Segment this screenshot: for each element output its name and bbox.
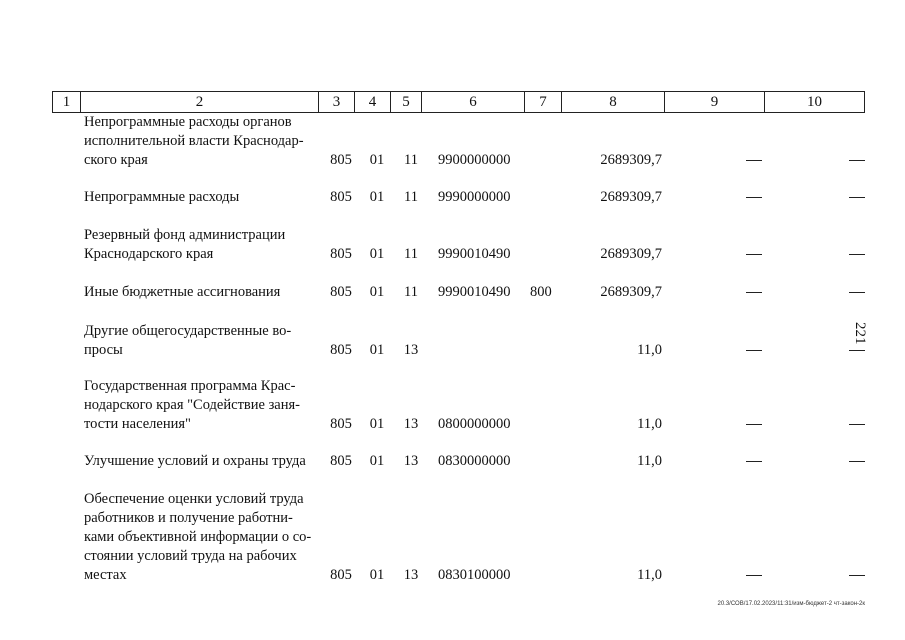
cell-col-3: 805	[330, 342, 352, 358]
cell-col-4: 01	[369, 342, 385, 358]
row-name-line: ского края	[84, 152, 148, 168]
cell-col-8: 2689309,7	[600, 246, 662, 262]
row-name-line: просы	[84, 342, 123, 358]
row-name-line: стоянии условий труда на рабочих	[84, 548, 297, 564]
cell-col-4: 01	[369, 567, 385, 583]
header-cell: 6	[422, 92, 525, 112]
cell-col-8: 2689309,7	[600, 284, 662, 300]
footer-stamp: 20.3/СОВ/17.02.2023/11:31/изм-бюджет-2 чт-закон-2к	[717, 601, 865, 607]
cell-col-4: 01	[369, 246, 385, 262]
cell-col-3: 805	[330, 567, 352, 583]
cell-col-6: 0830000000	[438, 453, 511, 469]
cell-col-5: 13	[403, 453, 419, 469]
row-name-line: Краснодарского края	[84, 246, 214, 262]
cell-col-5: 11	[404, 284, 418, 300]
cell-col-4: 01	[369, 453, 385, 469]
header-cell: 4	[355, 92, 391, 112]
cell-col-3: 805	[330, 284, 352, 300]
row-name-line: Иные бюджетные ассигнования	[84, 284, 281, 300]
cell-col-8: 2689309,7	[600, 189, 662, 205]
empty-dash-col-10	[849, 292, 865, 293]
row-name-line: ками объективной информации о со-	[84, 529, 312, 545]
cell-col-4: 01	[369, 284, 385, 300]
cell-col-3: 805	[330, 453, 352, 469]
header-cell: 1	[53, 92, 81, 112]
empty-dash-col-10	[849, 197, 865, 198]
cell-col-5: 11	[404, 152, 418, 168]
empty-dash-col-10	[849, 461, 865, 462]
cell-col-6: 9990010490	[438, 246, 511, 262]
cell-col-3: 805	[330, 152, 352, 168]
empty-dash-col-9	[746, 254, 762, 255]
cell-col-6: 9990010490	[438, 284, 511, 300]
row-name-line: местах	[84, 567, 127, 583]
empty-dash-col-9	[746, 575, 762, 576]
row-name-line: Обеспечение оценки условий труда	[84, 491, 304, 507]
cell-col-8: 2689309,7	[600, 152, 662, 168]
empty-dash-col-9	[746, 160, 762, 161]
empty-dash-col-10	[849, 254, 865, 255]
row-name-line: работников и получение работни-	[84, 510, 293, 526]
cell-col-3: 805	[330, 246, 352, 262]
empty-dash-col-9	[746, 461, 762, 462]
page-number: 221	[852, 322, 868, 345]
empty-dash-col-10	[849, 160, 865, 161]
cell-col-4: 01	[369, 189, 385, 205]
header-cell: 2	[81, 92, 319, 112]
empty-dash-col-10	[849, 424, 865, 425]
empty-dash-col-9	[746, 197, 762, 198]
cell-col-7: 800	[530, 284, 552, 300]
cell-col-8: 11,0	[637, 453, 662, 469]
cell-col-3: 805	[330, 416, 352, 432]
cell-col-5: 13	[403, 567, 419, 583]
cell-col-5: 13	[403, 416, 419, 432]
row-name-line: Резервный фонд администрации	[84, 227, 286, 243]
header-cell: 3	[319, 92, 355, 112]
cell-col-6: 0830100000	[438, 567, 511, 583]
empty-dash-col-10	[849, 350, 865, 351]
cell-col-5: 13	[403, 342, 419, 358]
empty-dash-col-9	[746, 292, 762, 293]
row-name-line: исполнительной власти Краснодар-	[84, 133, 304, 149]
cell-col-4: 01	[369, 152, 385, 168]
header-cell: 5	[391, 92, 422, 112]
cell-col-6: 0800000000	[438, 416, 511, 432]
empty-dash-col-9	[746, 424, 762, 425]
header-cell: 8	[562, 92, 665, 112]
empty-dash-col-10	[849, 575, 865, 576]
cell-col-8: 11,0	[637, 416, 662, 432]
header-cell: 9	[665, 92, 765, 112]
cell-col-8: 11,0	[637, 342, 662, 358]
header-cell: 7	[525, 92, 562, 112]
row-name-line: Непрограммные расходы	[84, 189, 240, 205]
row-name-line: Государственная программа Крас-	[84, 378, 296, 394]
row-name-line: Улучшение условий и охраны труда	[84, 453, 306, 469]
cell-col-5: 11	[404, 189, 418, 205]
row-name-line: нодарского края "Содействие заня-	[84, 397, 300, 413]
table-header-row	[52, 91, 865, 113]
cell-col-5: 11	[404, 246, 418, 262]
row-name-line: Другие общегосударственные во-	[84, 323, 292, 339]
cell-col-4: 01	[369, 416, 385, 432]
row-name-line: тости населения"	[84, 416, 191, 432]
header-cell: 10	[807, 94, 822, 110]
cell-col-6: 9990000000	[438, 189, 511, 205]
cell-col-8: 11,0	[637, 567, 662, 583]
empty-dash-col-9	[746, 350, 762, 351]
row-name-line: Непрограммные расходы органов	[84, 114, 292, 130]
cell-col-6: 9900000000	[438, 152, 511, 168]
cell-col-3: 805	[330, 189, 352, 205]
